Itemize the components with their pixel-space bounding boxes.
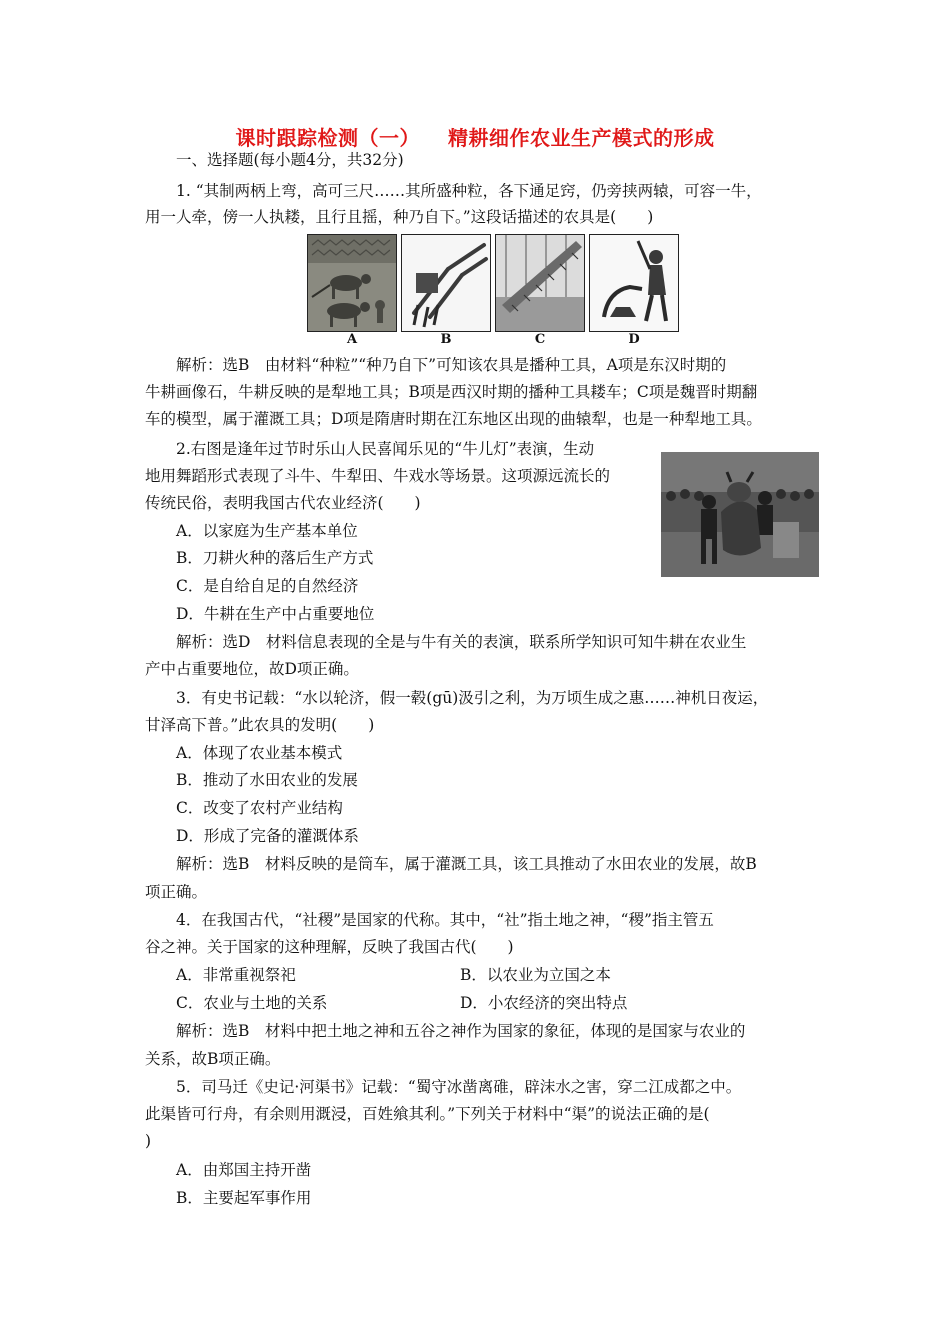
q2-answer-1: 解析：选D 材料信息表现的全是与牛有关的表演，联系所学知识可知牛耕在农业生 xyxy=(176,633,747,651)
q2-option-d: D．牛耕在生产中占重要地位 xyxy=(176,605,375,623)
q4-option-c: C．农业与土地的关系 xyxy=(176,994,328,1012)
q5-option-b: B．主要起军事作用 xyxy=(176,1189,312,1207)
q3-option-a: A．体现了农业基本模式 xyxy=(176,744,343,762)
q4-option-b: B．以农业为立国之本 xyxy=(460,966,611,984)
figure-label-a: A xyxy=(346,332,358,347)
q2-option-c: C．是自给自足的自然经济 xyxy=(176,577,359,595)
figure-label-b: B xyxy=(440,332,452,347)
q3-option-d: D．形成了完备的灌溉体系 xyxy=(176,827,359,845)
figure-a-ox-plowing-relief xyxy=(307,234,397,332)
q3-option-b: B．推动了水田农业的发展 xyxy=(176,771,358,789)
q5-option-a: A．由郑国主持开凿 xyxy=(176,1161,312,1179)
q2-stem-2: 地用舞蹈形式表现了斗牛、牛犁田、牛戏水等场景。这项源远流长的 xyxy=(145,467,611,485)
q5-stem-2: 此渠皆可行舟，有余则用溉浸，百姓飨其利。”下列关于材料中“渠”的说法正确的是( xyxy=(145,1105,710,1123)
q3-stem-1: 3．有史书记载：“水以轮济，假一毂(gū)汲引之利，为万顷生成之惠……神机日夜运， xyxy=(176,689,769,707)
figure-c-water-lift-model xyxy=(495,234,585,332)
q1-answer-1: 解析：选B 由材料“种粒”“种乃自下”可知该农具是播种工具，A项是东汉时期的 xyxy=(176,356,727,374)
page-title xyxy=(0,122,950,151)
q3-answer-2: 项正确。 xyxy=(145,883,208,901)
q5-stem-3: ) xyxy=(145,1132,152,1150)
q4-option-d: D．小农经济的突出特点 xyxy=(460,994,628,1012)
q2-answer-2: 产中占重要地位，故D项正确。 xyxy=(145,660,359,678)
section-heading: 一、选择题(每小题4分，共32分) xyxy=(176,151,404,169)
q1-answer-3: 车的模型，属于灌溉工具；D项是隋唐时期在江东地区出现的曲辕犁，也是一种犁地工具。 xyxy=(145,410,762,428)
figure-d-curved-plow xyxy=(589,234,679,332)
q1-stem-2: 用一人牵，傍一人执耧，且行且摇，种乃自下。”这段话描述的农具是( ) xyxy=(145,208,654,226)
q2-stem-3: 传统民俗，表明我国古代农业经济( ) xyxy=(145,494,421,512)
q3-answer-1: 解析：选B 材料反映的是筒车，属于灌溉工具，该工具推动了水田农业的发展，故B xyxy=(176,855,757,873)
figure-label-d: D xyxy=(628,332,640,347)
q3-stem-2: 甘泽高下普。”此农具的发明( ) xyxy=(145,716,375,734)
q3-option-c: C．改变了农村产业结构 xyxy=(176,799,343,817)
q4-option-a: A．非常重视祭祀 xyxy=(176,966,296,984)
title-left: 课时跟踪检测（一） xyxy=(235,126,420,150)
q1-stem-1: 1. “其制两柄上弯，高可三尺……其所盛种粒，各下通足窍，仍旁挟两辕，可容一牛， xyxy=(176,182,762,200)
figure-b-seed-drill xyxy=(401,234,491,332)
q2-stem-1: 2.右图是逢年过节时乐山人民喜闻乐见的“牛儿灯”表演，生动 xyxy=(176,440,595,458)
title-right: 精耕细作农业生产模式的形成 xyxy=(448,126,715,150)
q1-answer-2: 牛耕画像石，牛耕反映的是犁地工具；B项是西汉时期的播种工具耧车；C项是魏晋时期翻 xyxy=(145,383,758,401)
q2-option-a: A．以家庭为生产基本单位 xyxy=(176,522,358,540)
q4-answer-1: 解析：选B 材料中把土地之神和五谷之神作为国家的象征，体现的是国家与农业的 xyxy=(176,1022,746,1040)
q2-option-b: B．刀耕火种的落后生产方式 xyxy=(176,549,374,567)
figure-label-c: C xyxy=(534,332,546,347)
q5-stem-1: 5．司马迁《史记·河渠书》记载：“蜀守冰凿离碓，辟沫水之害，穿二江成都之中。 xyxy=(176,1078,742,1096)
q4-stem-2: 谷之神。关于国家的这种理解，反映了我国古代( ) xyxy=(145,938,514,956)
q4-stem-1: 4．在我国古代，“社稷”是国家的代称。其中，“社”指土地之神，“稷”指主管五 xyxy=(176,911,714,929)
q4-answer-2: 关系，故B项正确。 xyxy=(145,1050,281,1068)
